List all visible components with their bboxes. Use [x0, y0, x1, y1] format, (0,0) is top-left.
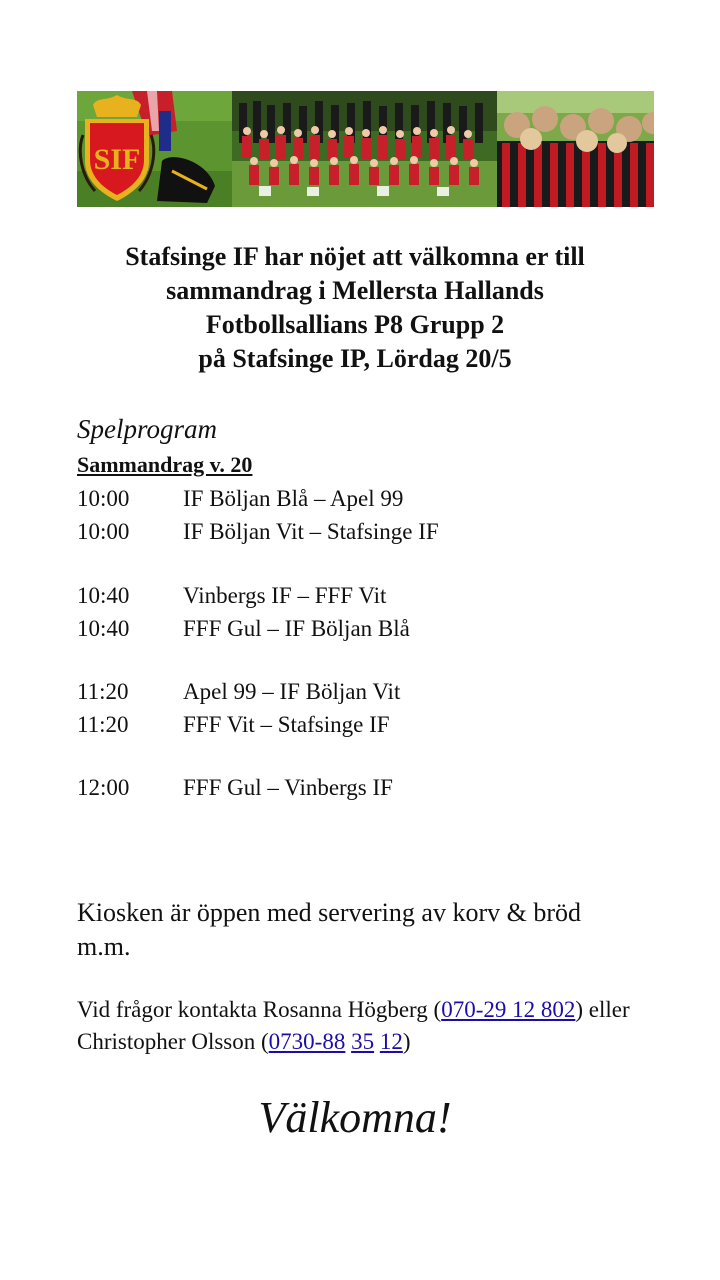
phone-link-christopher-part-1[interactable]: 0730-88	[268, 1029, 346, 1054]
match-teams: Vinbergs IF – FFF Vit	[183, 583, 387, 608]
program-title: Spelprogram	[77, 414, 217, 444]
match-time: 10:40	[77, 583, 130, 608]
header-banner	[77, 91, 654, 207]
phone-link-christopher-part-3[interactable]: 12	[379, 1029, 403, 1054]
program-subtitle: Sammandrag v. 20	[77, 452, 253, 477]
match-teams: IF Böljan Blå – Apel 99	[183, 486, 404, 511]
contact-middle: ) eller Christopher Olsson (	[77, 997, 630, 1054]
match-row	[77, 517, 439, 547]
match-teams: FFF Gul – IF Böljan Blå	[183, 616, 410, 641]
match-time: 12:00	[77, 775, 130, 800]
team-photo-panel	[232, 91, 497, 207]
contact-prefix: Vid frågor kontakta Rosanna Högberg (	[77, 997, 442, 1022]
match-time: 11:20	[77, 679, 129, 704]
headline-line-4: på Stafsinge IP, Lördag 20/5	[198, 344, 512, 373]
match-time: 10:40	[77, 616, 130, 641]
match-teams: FFF Vit – Stafsinge IF	[183, 712, 390, 737]
contact-suffix: )	[402, 1029, 411, 1054]
welcome-message: Välkomna!	[258, 1093, 452, 1142]
invitation-headline	[40, 240, 670, 376]
headline-line-1: Stafsinge IF har nöjet att välkomna er till	[125, 242, 585, 271]
match-row	[77, 773, 393, 803]
match-row	[77, 614, 410, 644]
match-time: 11:20	[77, 712, 129, 737]
kiosk-notice: Kiosken är öppen med servering av korv & bröd m.m.	[77, 898, 581, 961]
phone-link-christopher-part-2[interactable]: 35	[351, 1029, 375, 1054]
match-time: 10:00	[77, 519, 130, 544]
match-time: 10:00	[77, 486, 130, 511]
huddle-photo-panel	[497, 91, 654, 207]
match-row	[77, 484, 403, 514]
contact-info	[77, 994, 667, 1058]
headline-line-2: sammandrag i Mellersta Hallands	[166, 276, 544, 305]
headline-line-3: Fotbollsallians P8 Grupp 2	[205, 310, 505, 339]
phone-link-rosanna[interactable]: 070-29 12 802	[441, 997, 576, 1022]
match-teams: Apel 99 – IF Böljan Vit	[183, 679, 401, 704]
match-row	[77, 677, 400, 707]
match-teams: IF Böljan Vit – Stafsinge IF	[183, 519, 439, 544]
match-row	[77, 581, 386, 611]
match-teams: FFF Gul – Vinbergs IF	[183, 775, 393, 800]
club-logo-text: SIF	[93, 143, 141, 176]
match-row	[77, 710, 390, 740]
